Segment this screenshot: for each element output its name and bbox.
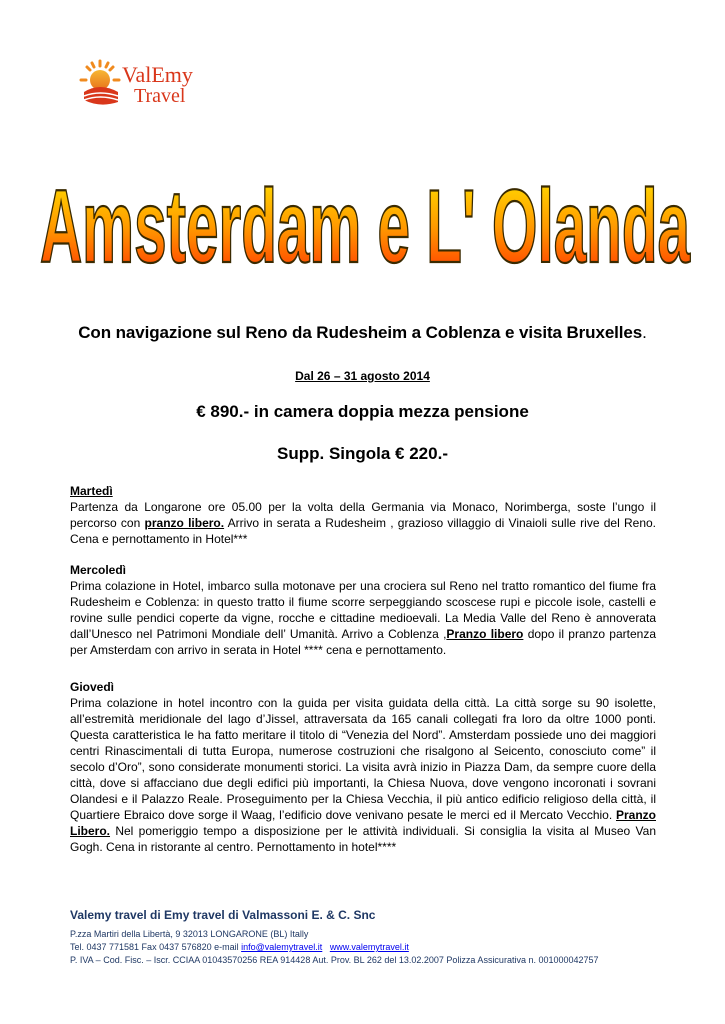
title-text: Amsterdam e L' Olanda [40,169,691,276]
company-logo [78,58,208,112]
price-line: € 890.- in camera doppia mezza pensione [196,402,529,421]
day-tuesday [70,483,656,547]
day-title: Giovedì [70,680,115,694]
footer-company: Valemy travel di Emy travel di Valmassoni E. & C. Snc [70,908,376,922]
subtitle-text: Con navigazione sul Reno da Rudesheim a Coblenza e visita Bruxelles [78,323,643,342]
day-text-part: dopo il pranzo partenza per Amsterdam con arrivo in serata in Hotel **** cena e pernottamento. [70,627,656,657]
day-description [70,499,656,547]
lunch-highlight: pranzo libero. [144,516,225,530]
day-title: Martedì [70,484,113,498]
day-description [70,695,656,855]
logo-name-bottom: Travel [134,85,186,107]
day-title: Mercoledì [70,563,127,577]
footer-address: P.zza Martiri della Libertà, 9 32013 LONGARONE (BL) Itally [70,929,309,939]
lunch-highlight: Pranzo libero [446,627,524,641]
day-wednesday [70,562,656,658]
day-text-part: Arrivo in serata a Rudesheim , grazioso villaggio di Vinaioli sulle rive del Reno. Cena e pernottamento in Hotel*** [70,516,657,546]
footer-legal: P. IVA – Cod. Fisc. – Iscr. CCIAA 01043570256 REA 914428 Aut. Prov. BL 262 del 13.02.2007 Polizza Assicurativa n. 001000042757 [70,955,599,965]
day-text-part: Nel pomeriggio tempo a disposizione per le attività individuali. Si consiglia la visita al Museo Van Gogh. Cena in ristorante al centro. Pernottamento in hotel**** [70,824,656,854]
single-supplement: Supp. Singola € 220.- [277,444,448,463]
day-text-part: Partenza da Longarone ore 05.00 per la volta della Germania via Monaco, Norimberga, soste l’ungo il percorso con [70,500,656,530]
day-text-part: Prima colazione in hotel incontro con la guida per visita guidata della città. La città sorge su 90 isolette, all’estremità meridionale del lago d’Jissel, attraversata da 165 canali collegati fra loro da oltre 1000 ponti. Questa caratteristica le ha fatto meritare il titolo di “Venezia del Nord”. Amsterdam possiede uno dei maggiori centri Rinascimentali di tutta Europa, numerose costruzioni che risalgono al Seicento, conosciuto come” il secolo d’Oro”, sono considerate monumenti storici. La visita avrà inizio in Piazza Dam, da sempre cuore della città, dove si affacciano due degli edifici più importanti, la Chiesa Nuova, dove vengono incoronati i sovrani Olandesi e il Palazzo Reale. Proseguimento per la Chiesa Vecchia, il più antico edificio religioso della città, il Quartiere Ebraico dove sorge il Waag, l’edificio dove venivano pesate le merci ed il Mercato Vecchio. [70,696,656,822]
footer [70,908,670,967]
subtitle [0,323,725,343]
day-description [70,578,656,658]
website-link[interactable]: www.valemytravel.it [329,942,409,952]
day-text-part: Prima colazione in Hotel, imbarco sulla motonave per una crociera sul Reno nel tratto romantico del fiume fra Rudesheim e Coblenza: in questo tratto il fiume scorre serpeggiando scoscese rupi e piccole isole, castelli e rovine sulle pendici coperte da vigne, rocche e cittadine medioevali. La Media Valle del Reno è annoverata dall’Unesco nel Patrimoni Mondiale dell’ Umanità. Arrivo a Coblenza , [70,579,656,641]
page-title [30,164,700,276]
lunch-highlight: Pranzo Libero. [70,808,656,838]
travel-dates: Dal 26 – 31 agosto 2014 [295,369,430,383]
logo-name-top: ValEmy [122,62,193,87]
subtitle-end: . [642,323,647,342]
email-link[interactable]: info@valemytravel.it [241,942,323,952]
sun-icon [81,61,119,105]
footer-phone: Tel. 0437 771581 Fax 0437 576820 e-mail [70,942,242,952]
footer-contacts [70,941,670,954]
day-thursday [70,679,656,855]
